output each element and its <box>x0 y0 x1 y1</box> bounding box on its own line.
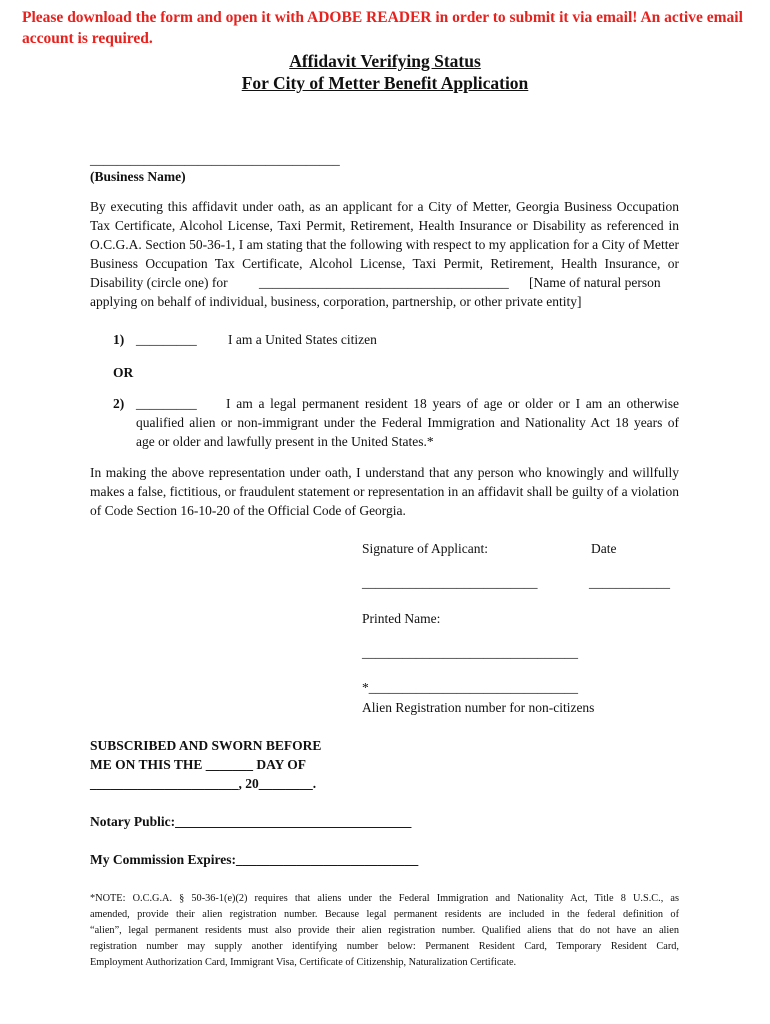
sworn-line-2[interactable]: ME ON THIS THE _______ DAY OF <box>90 757 307 772</box>
note-line-2: amended, provide their alien registration number. Because legal permanent residents are included in the federal definition of <box>90 909 679 920</box>
option-1-number: 1) <box>113 332 125 347</box>
intro-line-5-end: [Name of natural person <box>529 275 661 290</box>
option-2-line-3: age or older and lawfully present in the United States.* <box>136 434 434 449</box>
date-label: Date <box>591 541 617 556</box>
intro-line-1: By executing this affidavit under oath, as an applicant for a City of Metter, Georgia Business Occupation <box>90 199 679 214</box>
note-line-3: “alien”, legal permanent residents must also provide their alien registration number. Qualified aliens that do not have an alien <box>90 925 679 936</box>
commission-expires-field[interactable]: My Commission Expires:___________________________ <box>90 852 419 867</box>
note-line-1: *NOTE: O.C.G.A. § 50-36-1(e)(2) requires that aliens under the Federal Immigration and Nationality Act, Title 8 U.S.C., as <box>90 893 679 904</box>
signature-field[interactable]: __________________________ <box>362 575 538 590</box>
sworn-line-1: SUBSCRIBED AND SWORN BEFORE <box>90 738 322 753</box>
applicant-name-field[interactable]: _____________________________________ <box>259 275 509 290</box>
alien-registration-label: Alien Registration number for non-citizens <box>362 700 595 715</box>
intro-line-2: Tax Certificate, Alcohol License, Taxi Permit, Retirement, Health Insurance or Disability as referenced in <box>90 218 679 233</box>
note-line-5: Employment Authorization Card, Immigrant Visa, Certificate of Citizenship, Naturalization Certificate. <box>90 957 517 968</box>
printed-name-label: Printed Name: <box>362 611 441 626</box>
sworn-line-3[interactable]: ______________________, 20________. <box>90 776 317 791</box>
option-2-line-2: qualified alien or non-immigrant under the Federal Immigration and Nationality Act 18 years of <box>136 415 679 430</box>
adobe-reader-warning: Please download the form and open it with ADOBE READER in order to submit it via email! An active email account is required. <box>22 9 743 47</box>
form-subtitle: For City of Metter Benefit Application <box>241 73 529 93</box>
notary-public-field[interactable]: Notary Public:___________________________________ <box>90 814 412 829</box>
option-2-checkbox-line[interactable]: _________ <box>136 396 197 411</box>
option-1-checkbox-line[interactable]: _________ <box>136 332 197 347</box>
or-label: OR <box>113 365 134 380</box>
intro-line-6: applying on behalf of individual, business, corporation, partnership, or other private entity] <box>90 294 582 309</box>
option-2-line-1: I am a legal permanent resident 18 years of age or older or I am an otherwise <box>226 396 679 411</box>
representation-line-1: In making the above representation under oath, I understand that any person who knowingly and willfully <box>90 465 679 480</box>
intro-line-4: Business Occupation Tax Certificate, Alcohol License, Taxi Permit, Retirement, Health Insurance, or <box>90 256 679 271</box>
representation-line-3: of Code Section 16-10-20 of the Official Code of Georgia. <box>90 503 406 518</box>
business-name-label: (Business Name) <box>90 169 186 184</box>
business-name-field[interactable]: _____________________________________ <box>90 152 340 167</box>
form-title: Affidavit Verifying Status <box>289 51 481 71</box>
signature-label: Signature of Applicant: <box>362 541 488 556</box>
representation-line-2: makes a false, fictitious, or fraudulent statement or representation in an affidavit shall be guilty of a violation <box>90 484 679 499</box>
intro-line-3: O.C.G.A. Section 50-36-1, I am stating that the following with respect to my application for a City of Metter <box>90 237 679 252</box>
date-field[interactable]: ____________ <box>589 575 670 590</box>
intro-line-5-start: Disability (circle one) for <box>90 275 228 290</box>
printed-name-field[interactable]: ________________________________ <box>362 645 578 660</box>
option-1-text: I am a United States citizen <box>228 332 377 347</box>
alien-registration-field[interactable]: *_______________________________ <box>362 680 578 695</box>
option-2-number: 2) <box>113 396 125 411</box>
note-line-4: registration number may supply another identifying number below: Permanent Resident Card, Temporary Resident Card, <box>90 941 679 952</box>
